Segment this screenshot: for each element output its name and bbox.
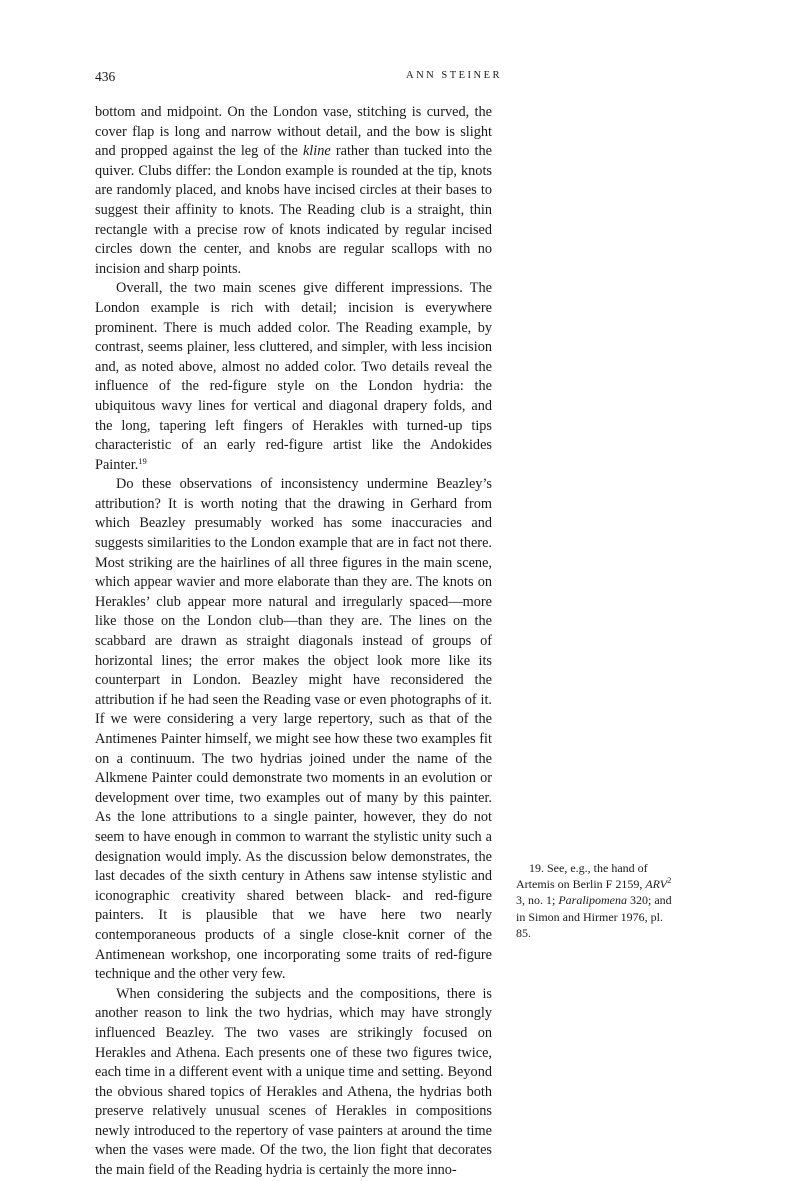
paragraph-3 bbox=[95, 475, 492, 984]
main-text bbox=[95, 103, 492, 1181]
running-head: ANN STEINER bbox=[406, 70, 503, 81]
paragraph-1-text-a: bottom and midpoint. On the London vase, stitching is curved, the cover flap is long and narrow without detail, and the bow is slight and propped against the leg of the bbox=[95, 104, 492, 160]
page-number: 436 bbox=[95, 69, 116, 84]
paragraph-1-text-b: rather than tucked into the quiver. Clubs differ: the London example is rounded at the tip, knots are randomly placed, and knobs have incised circles at their bases to suggest their affinity to knots. The Reading club is a straight, thin rectangle with a precise row of knots indicated by regular incised circles down the center, and knobs are regular scallops with no incision and sharp points. bbox=[95, 143, 492, 277]
footnote-italic-arv: ARV bbox=[645, 877, 668, 892]
paragraph-1 bbox=[95, 103, 492, 279]
paragraph-4-text: When considering the subjects and the compositions, there is another reason to link the two hydrias, which may have strongly influenced Beazley. The two vases are strikingly focused on Herakles and Athena. Each presents one of these two figures twice, each time in a different event with a unique time and setting. Beyond the obvious shared topics of Herakles and Athena, the hydrias both preserve relatively unusual scenes of Herakles in compositions newly introduced to the repertory of vase painters at around the time when the vases were made. Of the two, the lion fight that decorates the main field of the Reading hydria is certainly the more inno- bbox=[95, 985, 492, 1179]
paragraph-1-italic-kline: kline bbox=[302, 143, 331, 160]
footnote-marker-19[interactable]: 19 bbox=[138, 455, 147, 466]
footnote-text-b: 3, no. 1; bbox=[516, 893, 559, 908]
paragraph-4 bbox=[95, 985, 492, 1181]
footnote-text-c: 320; and in Simon and Hirmer 1976, pl. 85. bbox=[516, 893, 672, 940]
footnote-text bbox=[516, 860, 673, 941]
paragraph-2-text: Overall, the two main scenes give different impressions. The London example is rich with detail; incision is everywhere prominent. There is much added color. The Reading example, by contrast, seems plainer, less cluttered, and simpler, with less incision and, as noted above, almost no added color. Two details reveal the influence of the red-figure style on the London hydria: the ubiquitous wavy lines for vertical and diagonal drapery folds, and the long, tapering left fingers of Herakles with turned-up tips characteristic of an early red-figure artist like the Andokides Painter. bbox=[95, 280, 492, 473]
footnote-text-a: 19. See, e.g., the hand of Artemis on Berlin F 2159, bbox=[516, 861, 648, 892]
footnote-italic-paralipomena: Paralipomena bbox=[558, 893, 628, 908]
paragraph-2 bbox=[95, 279, 492, 475]
footnote-19 bbox=[516, 860, 673, 941]
footnote-superscript: 2 bbox=[667, 875, 672, 886]
paragraph-3-text: Do these observations of inconsistency undermine Beazley’s attribution? It is worth noting that the drawing in Gerhard from which Beazley presumably worked has some inaccuracies and suggests similarities to the London example that are in fact not there. Most striking are the hairlines of all three figures in the main scene, which appear wavier and more elaborate than they are. The knots on Herakles’ club appear more natural and irregularly spaced—more like those on the London club—than they are. The lines on the scabbard are drawn as straight diagonals instead of groups of horizontal lines; the error makes the object look more like its counterpart in London. Beazley might have reconsidered the attribution if he had seen the Reading vase or even photographs of it. If we were considering a very large repertory, such as that of the Antimenes Painter himself, we might see how these two examples fit on a continuum. The two hydrias joined under the name of the Alkmene Painter could demonstrate two moments in an evolution or development over time, two examples out of many by this painter. As the lone attributions to a single painter, however, they do not seem to have enough in common to warrant the stylistic unity such a designation would imply. As the discussion below demonstrates, the last decades of the sixth century in Athens saw intense stylistic and iconographic creativity shared between black- and red-figure painters. It is plausible that we have here two nearly contemporaneous products of a single close-knit corner of the Antimenean workshop, one incorporating some traits of red-figure technique and the other very few. bbox=[95, 476, 492, 983]
